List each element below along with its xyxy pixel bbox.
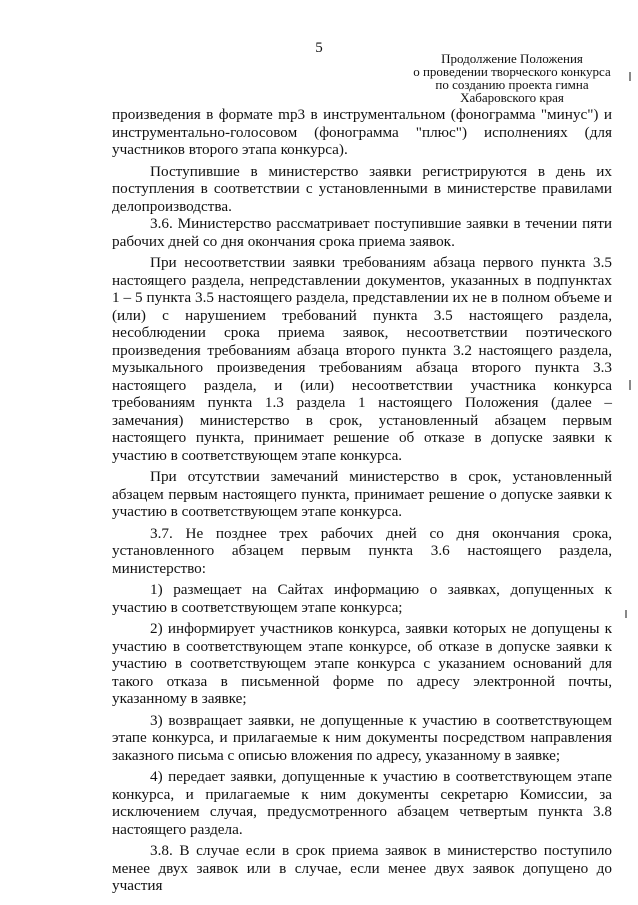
paragraph: 3) возвращает заявки, не допущенные к участию в соответствующем этапе конкурса, и прилагаемые к ним документы посредством направления заказного письма с описью вложения по адресу, указанному в заявке;: [112, 711, 612, 764]
paragraph: 3.8. В случае если в срок приема заявок в министерство поступило менее двух заявок или в случае, если менее двух заявок допущено до участия: [112, 842, 612, 894]
scan-mark: [629, 72, 631, 81]
paragraph: При несоответствии заявки требованиям абзаца первого пункта 3.5 настоящего раздела, непредставлении документов, указанных в подпунктах 1 – 5 пункта 3.5 настоящего раздела, представлении их не в полном объеме и (или) с нарушением требований пункта 3.5 настоящего раздела, несоблюдении срока приема заявок, несоответствии поэтического произведения требованиям абзаца второго пункта 3.2 настоящего раздела, музыкального произведения требованиям абзаца второго пункта 3.3 настоящего раздела, и (или) несоответствии участника конкурса требованиям пункта 1.3 раздела 1 настоящего Положения (далее – замечания) министерство в срок, установленный абзацем первым настоящего пункта, принимает решение об отказе в допуске заявки к участию в соответствующем этапе конкурса.: [112, 254, 612, 464]
running-header-line: Хабаровского края: [460, 90, 564, 105]
scan-mark: [625, 610, 627, 618]
paragraph: 4) передает заявки, допущенные к участию в соответствующем этапе конкурса, и прилагаемые к ним документы секретарю Комиссии, за исключением случая, предусмотренного абзацем четвертым пункта 3.8 настоящего раздела.: [112, 768, 612, 838]
running-header: [392, 52, 632, 104]
running-header-line: о проведении творческого конкурса: [413, 64, 611, 79]
document-body: [112, 106, 612, 895]
paragraph: При отсутствии замечаний министерство в срок, установленный абзацем первым настоящего пункта, принимает решение о допуске заявки к участию в соответствующем этапе конкурса.: [112, 468, 612, 520]
paragraph: 3.6. Министерство рассматривает поступившие заявки в течении пяти рабочих дней со дня окончания срока приема заявок.: [112, 215, 612, 250]
paragraph: 2) информирует участников конкурса, заявки которых не допущены к участию в соответствующем этапе конкурсе, об отказе в допуске заявки к участию в соответствующем этапе конкурса с указанием оснований для такого отказа в письменной форме по адресу электронной почты, указанному в заявке;: [112, 620, 612, 707]
paragraph: 3.7. Не позднее трех рабочих дней со дня окончания срока, установленного абзацем первым пункта 3.6 настоящего раздела, министерство:: [112, 524, 612, 577]
paragraph: 1) размещает на Сайтах информацию о заявках, допущенных к участию в соответствующем этапе конкурса;: [112, 581, 612, 616]
scan-mark: [629, 380, 631, 390]
running-header-line: Продолжение Положения: [441, 51, 583, 66]
paragraph: Поступившие в министерство заявки регистрируются в день их поступления в соответствии с установленными в министерстве правилами делопроизводства.: [112, 162, 612, 215]
paragraph: произведения в формате mp3 в инструментальном (фонограмма "минус") и инструментально-голосовом (фонограмма "плюс") исполнениях (для участников второго этапа конкурса).: [112, 106, 612, 158]
page-number: 5: [315, 40, 323, 56]
running-header-line: по созданию проекта гимна: [435, 77, 589, 92]
